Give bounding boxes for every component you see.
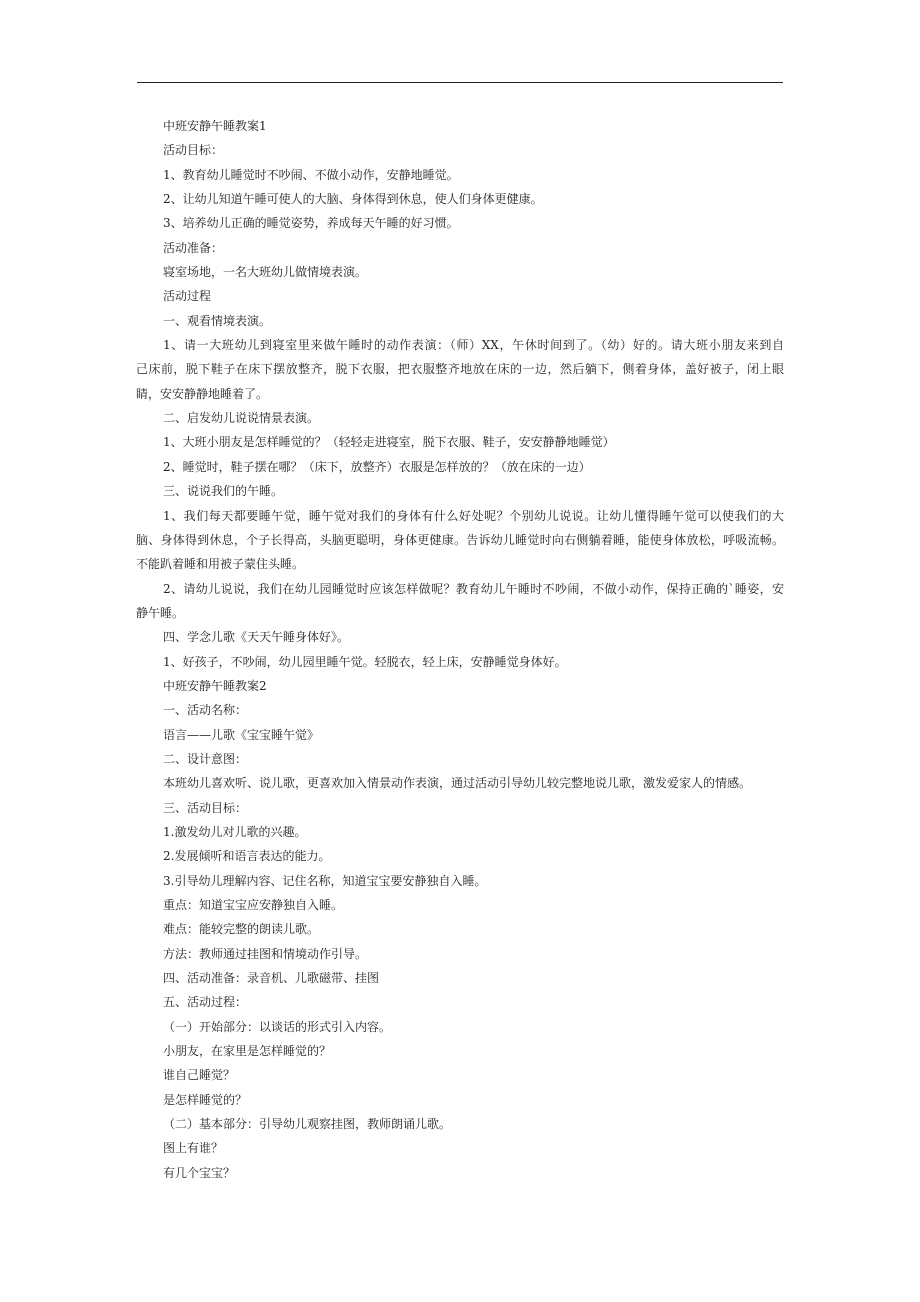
paragraph: 语言——儿歌《宝宝睡午觉》 — [163, 727, 320, 742]
paragraph: （一）开始部分：以谈话的形式引入内容。 — [163, 1019, 392, 1034]
paragraph-line: 不能趴着睡和用被子蒙住头睡。 — [136, 557, 305, 572]
list-item: 2、睡觉时，鞋子摆在哪？（床下，放整齐）衣服是怎样放的？（放在床的一边） — [163, 459, 591, 474]
paragraph-line: 静午睡。 — [136, 605, 185, 620]
paragraph-line: 睛，安安静静地睡着了。 — [136, 386, 269, 401]
paragraph-line: 1、我们每天都要睡午觉，睡午觉对我们的身体有什么好处呢？个别幼儿说说。让幼儿懂得睡午觉可以使我们的大 — [163, 508, 784, 523]
paragraph: 寝室场地，一名大班幼儿做情境表演。 — [163, 265, 368, 280]
heading: 二、设计意图： — [163, 751, 248, 766]
list-item: 2、让幼儿知道午睡可使人的大脑、身体得到休息，使人们身体更健康。 — [163, 192, 543, 207]
list-item: 3、培养幼儿正确的睡觉姿势，养成每天午睡的好习惯。 — [163, 216, 459, 231]
heading: 三、说说我们的午睡。 — [163, 484, 284, 499]
heading: 三、活动目标： — [163, 800, 248, 815]
paragraph: 小朋友，在家里是怎样睡觉的？ — [163, 1044, 332, 1059]
paragraph: 方法：教师通过挂图和情境动作引导。 — [163, 946, 368, 961]
paragraph: 有几个宝宝？ — [163, 1165, 236, 1180]
paragraph: 谁自己睡觉？ — [163, 1068, 236, 1083]
heading: 四、学念儿歌《天天午睡身体好》。 — [163, 630, 350, 645]
list-item: 1、教育幼儿睡觉时不吵闹、不做小动作，安静地睡觉。 — [163, 167, 459, 182]
list-item: 1、大班小朋友是怎样睡觉的？（轻轻走进寝室，脱下衣服、鞋子，安安静静地睡觉） — [163, 435, 615, 450]
heading: 五、活动过程： — [163, 995, 248, 1010]
paragraph: 本班幼儿喜欢听、说儿歌，更喜欢加入情景动作表演，通过活动引导幼儿较完整地说儿歌，激发爱家人的情感。 — [163, 776, 752, 791]
list-item: 1.激发幼儿对儿歌的兴趣。 — [163, 824, 307, 839]
paragraph: 难点：能较完整的朗读儿歌。 — [163, 922, 320, 937]
paragraph: 是怎样睡觉的？ — [163, 1092, 248, 1107]
paragraph: （二）基本部分：引导幼儿观察挂图，教师朗诵儿歌。 — [163, 1117, 452, 1132]
header-rule — [137, 82, 783, 83]
heading: 四、活动准备：录音机、儿歌磁带、挂图 — [163, 971, 380, 986]
paragraph: 重点：知道宝宝应安静独自入睡。 — [163, 898, 344, 912]
section-title: 中班安静午睡教案2 — [163, 678, 267, 693]
heading: 活动过程 — [163, 289, 212, 304]
list-item: 3.引导幼儿理解内容、记住名称，知道宝宝要安静独自入睡。 — [163, 873, 487, 888]
document-body — [136, 114, 784, 1185]
heading: 一、观看情境表演。 — [163, 313, 272, 328]
heading: 二、启发幼儿说说情景表演。 — [163, 411, 320, 426]
paragraph-line: 己床前，脱下鞋子在床下摆放整齐，脱下衣服，把衣服整齐地放在床的一边，然后躺下，侧着身体，盖好被子，闭上眼 — [136, 362, 784, 377]
list-item: 2.发展倾听和语言表达的能力。 — [163, 849, 331, 864]
paragraph: 图上有谁？ — [163, 1141, 224, 1156]
paragraph-line: 2、请幼儿说说，我们在幼儿园睡觉时应该怎样做呢？教育幼儿午睡时不吵闹，不做小动作，保持正确的`睡姿，安 — [163, 581, 784, 596]
heading: 活动准备： — [163, 240, 224, 255]
paragraph-line: 脑、身体得到休息，个子长得高，头脑更聪明，身体更健康。告诉幼儿睡觉时向右侧躺着睡，能使身体放松，呼吸流畅。 — [136, 532, 784, 547]
heading: 一、活动名称： — [163, 703, 248, 718]
list-item: 1、好孩子，不吵闹，幼儿园里睡午觉。轻脱衣，轻上床，安静睡觉身体好。 — [163, 654, 567, 669]
paragraph-line: 1、请一大班幼儿到寝室里来做午睡时的动作表演：（师）XX，午休时间到了。（幼）好的。请大班小朋友来到自 — [163, 338, 784, 353]
section-title: 中班安静午睡教案1 — [163, 119, 267, 133]
heading: 活动目标： — [163, 143, 224, 158]
